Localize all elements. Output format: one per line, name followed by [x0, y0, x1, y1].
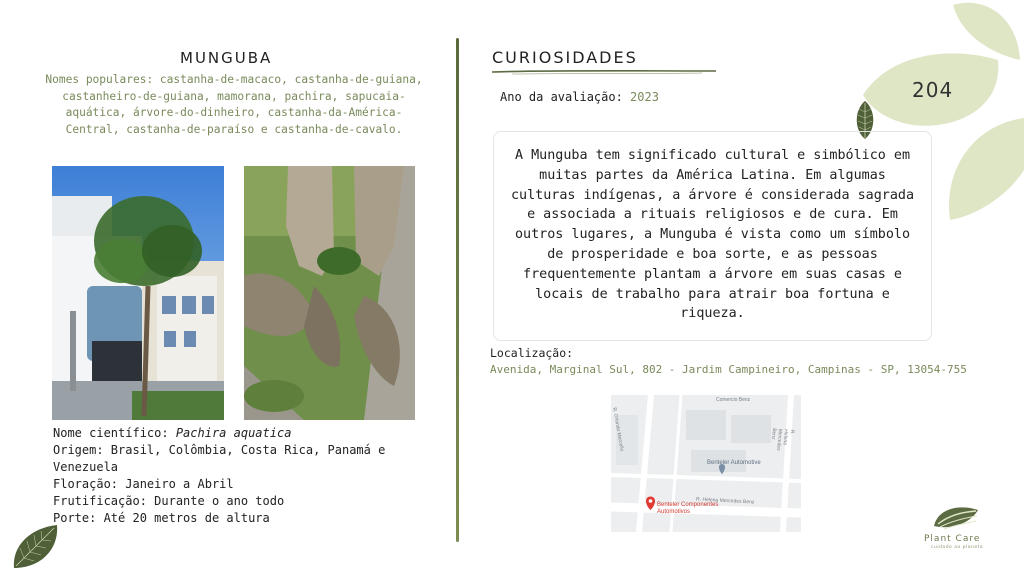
map-street-left: R. Orlando Marcello	[611, 407, 625, 452]
origin: Origem: Brasil, Colômbia, Costa Rica, Panamá e Venezuela	[53, 443, 386, 474]
map-poi-2[interactable]: Benteler Componentes Automotivos	[657, 502, 719, 515]
plant-title: MUNGUBA	[180, 49, 273, 67]
location-label: Localização:	[490, 346, 574, 360]
map-poi-1[interactable]: Benteler Automotive	[707, 460, 761, 466]
flowering: Floração: Janeiro a Abril	[53, 477, 234, 491]
evaluation-year	[500, 90, 659, 104]
corner-leaf-icon	[10, 522, 60, 572]
scientific-name-label: Nome científico:	[53, 426, 176, 440]
scientific-name	[53, 425, 433, 442]
curiosities-title: CURIOSIDADES	[492, 48, 638, 67]
fruiting: Frutificação: Durante o ano todo	[53, 494, 285, 508]
evaluation-year-label: Ano da avaliação:	[500, 90, 631, 104]
size: Porte: Até 20 metros de altura	[53, 511, 270, 525]
map-street-top: Comercio Benz	[716, 397, 751, 403]
location-map[interactable]	[611, 395, 801, 532]
map-street-bottom: R. Helena Mercedes Benz	[695, 496, 755, 506]
plant-care-logo-icon	[930, 502, 982, 532]
photo-tree-building	[52, 166, 224, 420]
curiosity-text: A Munguba tem significado cultural e simbólico em muitas partes da América Latina. Em algumas culturas indígenas, a árvore é considerada sagrada e associada a rituais religiosos e de cura. Em outros lugares, a Munguba é vista como um símbolo de prosperidade e boa sorte, e as pessoas frequentemente plantam a árvore em suas casas e locais de trabalho para atrair boa fortuna e riqueza.	[510, 148, 915, 322]
map-street-right: R. Helena Mercedes Benz	[770, 427, 795, 451]
scientific-name-value: Pachira aquatica	[175, 426, 292, 440]
plant-facts	[53, 425, 433, 527]
logo-name: Plant Care	[924, 534, 981, 544]
vertical-divider	[456, 38, 459, 542]
logo-tagline: cuidado ao planeta	[931, 545, 984, 550]
title-underline	[492, 68, 716, 76]
popular-names: Nomes populares: castanha-de-macaco, castanha-de-guiana, castanheiro-de-guiana, mamorana, pachira, sapucaia-aquática, árvore-do-dinheiro, castanha-da-América-Central, castanha-de-paraíso e castanha-de-cavalo.	[45, 73, 423, 136]
curiosity-box	[493, 131, 932, 341]
photo-tree-trunk	[244, 166, 415, 420]
location-address: Avenida, Marginal Sul, 802 - Jardim Campineiro, Campinas - SP, 13054-755	[490, 363, 967, 376]
page-number: 204	[912, 78, 954, 102]
evaluation-year-value: 2023	[630, 90, 659, 104]
